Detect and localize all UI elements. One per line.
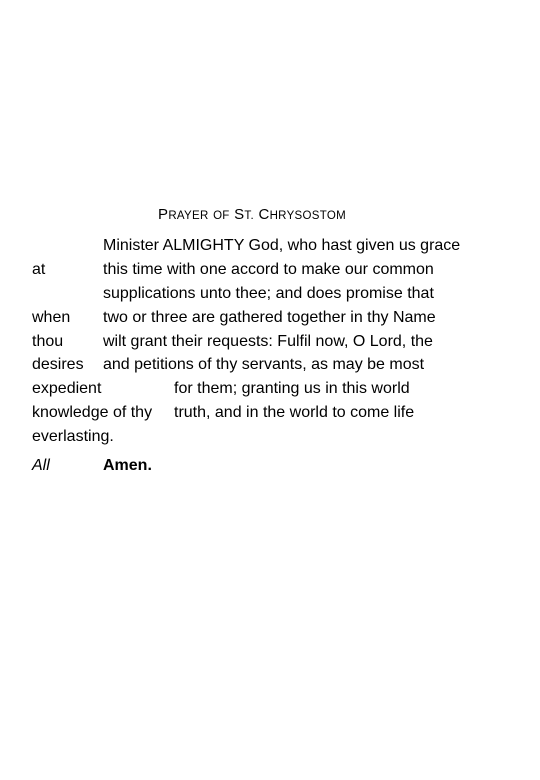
heading-initial-p: P [158, 206, 169, 223]
heading-word-of: OF [213, 210, 230, 222]
prayer-line: desires [32, 356, 84, 373]
prayer-line: at [32, 261, 46, 278]
response-speaker: All [32, 457, 50, 474]
heading-rest-prayer: RAYER [168, 210, 209, 222]
prayer-line: wilt grant their requests: Fulfil now, O Lord, the [103, 333, 433, 350]
heading-initial-c: C [258, 206, 270, 223]
prayer-heading [158, 206, 346, 223]
heading-rest-chrysostom: HRYSOSTOM [269, 210, 346, 222]
prayer-line: knowledge of thy [32, 404, 153, 421]
heading-initial-s: S [234, 206, 245, 223]
response-text: Amen. [103, 457, 152, 474]
prayer-line: for them; granting us in this world [174, 380, 410, 397]
prayer-line: and petitions of thy servants, as may be most [103, 356, 425, 373]
prayer-line: supplications unto thee; and does promise that [103, 285, 434, 302]
prayer-line: when [32, 309, 71, 326]
prayer-line: truth, and in the world to come life [174, 404, 415, 421]
prayer-line: this time with one accord to make our common [103, 261, 434, 278]
prayer-line: Minister ALMIGHTY God, who hast given us grace [103, 237, 461, 254]
heading-rest-st: T. [244, 210, 254, 222]
prayer-line: two or three are gathered together in thy Name [103, 309, 436, 326]
prayer-line: expedient [32, 380, 102, 397]
prayer-line: thou [32, 333, 64, 350]
prayer-line: everlasting. [32, 428, 114, 445]
